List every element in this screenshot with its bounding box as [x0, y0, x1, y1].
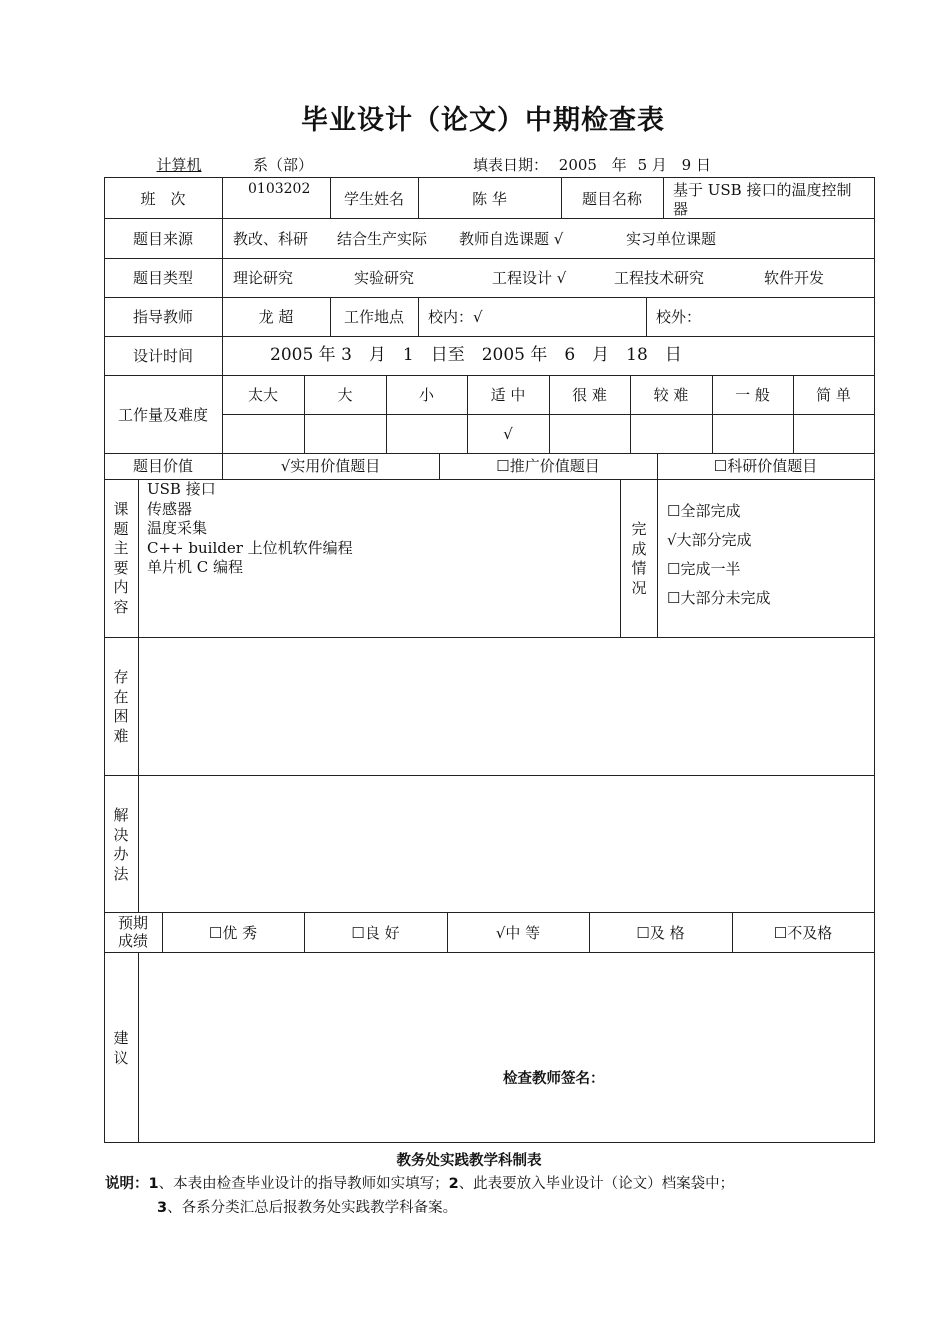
topic-type-label: 题目类型	[132, 269, 193, 287]
row-divider	[104, 297, 875, 298]
advisor-label: 指导教师	[132, 308, 193, 326]
topic-source-label: 题目来源	[132, 230, 193, 248]
row-divider	[104, 912, 875, 913]
topic-value-label: 题目价值	[132, 457, 193, 475]
difficulty-level: 简 单	[816, 386, 851, 404]
difficulty-level: 较 难	[653, 386, 689, 404]
inspector-signature-label: 检查教师签名：	[503, 1071, 605, 1087]
student-name-value: 陈 华	[472, 190, 507, 208]
design-time-label: 设计时间	[132, 347, 193, 365]
date-label: 填表日期：	[473, 156, 549, 174]
advisor-name: 龙 超	[258, 308, 294, 326]
source-option: 教师自选课题 √	[459, 230, 564, 248]
completion-option: ☐全部完成	[667, 502, 741, 520]
content-line: 传感器	[147, 500, 193, 518]
table-border-top	[104, 177, 875, 178]
col-divider	[657, 479, 658, 637]
col-divider	[138, 479, 139, 912]
date-month: 5 月	[637, 156, 667, 174]
col-divider	[222, 177, 223, 258]
value-option: ☐科研价值题目	[713, 457, 818, 475]
note-number: 2	[448, 1176, 459, 1192]
completion-option: √大部分完成	[667, 531, 752, 549]
main-content-label: 课题主要内容	[113, 500, 129, 616]
difficulty-mark: √	[503, 425, 513, 443]
row-divider	[104, 453, 875, 454]
type-option: 理论研究	[233, 269, 294, 287]
class-value: 0103202	[248, 181, 311, 197]
note-line-2	[157, 1196, 457, 1217]
topic-name-label: 题目名称	[581, 190, 642, 208]
design-time-value: 2005 年 3 月 1 日至 2005 年 6 月 18 日	[270, 345, 682, 365]
expected-grade-label-line2: 成绩	[117, 932, 148, 950]
note-line-1	[105, 1172, 734, 1193]
content-line: 单片机 C 编程	[147, 558, 244, 576]
student-name-label: 学生姓名	[343, 190, 404, 208]
col-divider	[646, 297, 647, 336]
date-year-unit: 年	[611, 156, 627, 174]
expected-grade-label-line1: 预期	[117, 914, 148, 932]
type-option: 实验研究	[354, 269, 415, 287]
topic-name-value-line1: 基于 USB 接口的温度控制	[673, 181, 852, 199]
location-inside: 校内：√	[428, 308, 483, 326]
content-line: 温度采集	[147, 519, 208, 537]
department-suffix: 系（部）	[253, 156, 314, 174]
type-option: 工程技术研究	[614, 269, 705, 287]
grade-option: ☐及 格	[636, 924, 685, 942]
advice-label: 建议	[113, 1029, 129, 1067]
source-option: 结合生产实际	[337, 230, 428, 248]
content-line: C++ builder 上位机软件编程	[147, 539, 353, 557]
class-label: 班 次	[140, 190, 186, 208]
note-label: 说明：	[105, 1176, 149, 1192]
content-line: USB 接口	[147, 480, 216, 498]
department-field	[105, 154, 313, 175]
form-maker: 教务处实践教学科制表	[396, 1153, 542, 1169]
row-divider	[104, 336, 875, 337]
completion-option: ☐大部分未完成	[667, 589, 771, 607]
col-divider	[138, 952, 139, 1142]
department-name: 计算机	[156, 156, 202, 174]
workload-difficulty-label: 工作量及难度	[117, 406, 208, 424]
difficulty-level: 太大	[247, 386, 278, 404]
source-option: 实习单位课题	[626, 230, 717, 248]
value-option: ☐推广价值题目	[496, 457, 600, 475]
completion-option: ☐完成一半	[667, 560, 741, 578]
col-divider	[222, 336, 223, 375]
table-border-bottom	[104, 1142, 875, 1143]
location-outside: 校外：	[656, 308, 702, 326]
date-day: 9 日	[681, 156, 711, 174]
grade-option: √中 等	[495, 924, 541, 942]
row-divider	[104, 218, 875, 219]
topic-name-value-line2: 器	[673, 200, 689, 218]
row-divider	[104, 775, 875, 776]
difficulties-label: 存在困难	[113, 668, 129, 745]
difficulty-level: 一 般	[735, 386, 770, 404]
col-divider	[222, 258, 223, 297]
difficulty-level: 大	[337, 386, 353, 404]
type-option: 软件开发	[764, 269, 825, 287]
grade-option: ☐良 好	[351, 924, 400, 942]
col-divider	[663, 177, 664, 218]
source-option: 教改、科研	[233, 230, 309, 248]
note-text: 、本表由检查毕业设计的指导教师如实填写；	[158, 1176, 449, 1192]
note-text: 、此表要放入毕业设计（论文）档案袋中；	[458, 1176, 735, 1192]
table-border-right	[874, 177, 875, 1142]
row-divider	[104, 258, 875, 259]
solutions-label: 解决办法	[113, 806, 129, 883]
difficulty-level: 适 中	[490, 386, 526, 404]
value-option: √实用价值题目	[280, 457, 381, 475]
type-option: 工程设计 √	[492, 269, 567, 287]
page-title: 毕业设计（论文）中期检查表	[301, 105, 665, 136]
fill-date	[473, 154, 711, 175]
work-location-label: 工作地点	[343, 308, 404, 326]
row-divider	[104, 479, 875, 480]
grade-option: ☐优 秀	[208, 924, 258, 942]
grade-option: ☐不及格	[773, 924, 833, 942]
note-number: 1	[148, 1176, 159, 1192]
row-divider	[104, 375, 875, 376]
note-text: 、各系分类汇总后报教务处实践教学科备案。	[167, 1200, 458, 1216]
col-divider	[620, 479, 621, 637]
difficulty-level: 很 难	[572, 386, 607, 404]
row-divider	[104, 952, 875, 953]
row-divider	[104, 637, 875, 638]
note-number: 3	[157, 1200, 168, 1216]
completion-label: 完成情况	[631, 520, 647, 597]
date-year: 2005	[558, 156, 597, 174]
difficulty-level: 小	[418, 386, 434, 404]
col-divider	[418, 297, 419, 336]
